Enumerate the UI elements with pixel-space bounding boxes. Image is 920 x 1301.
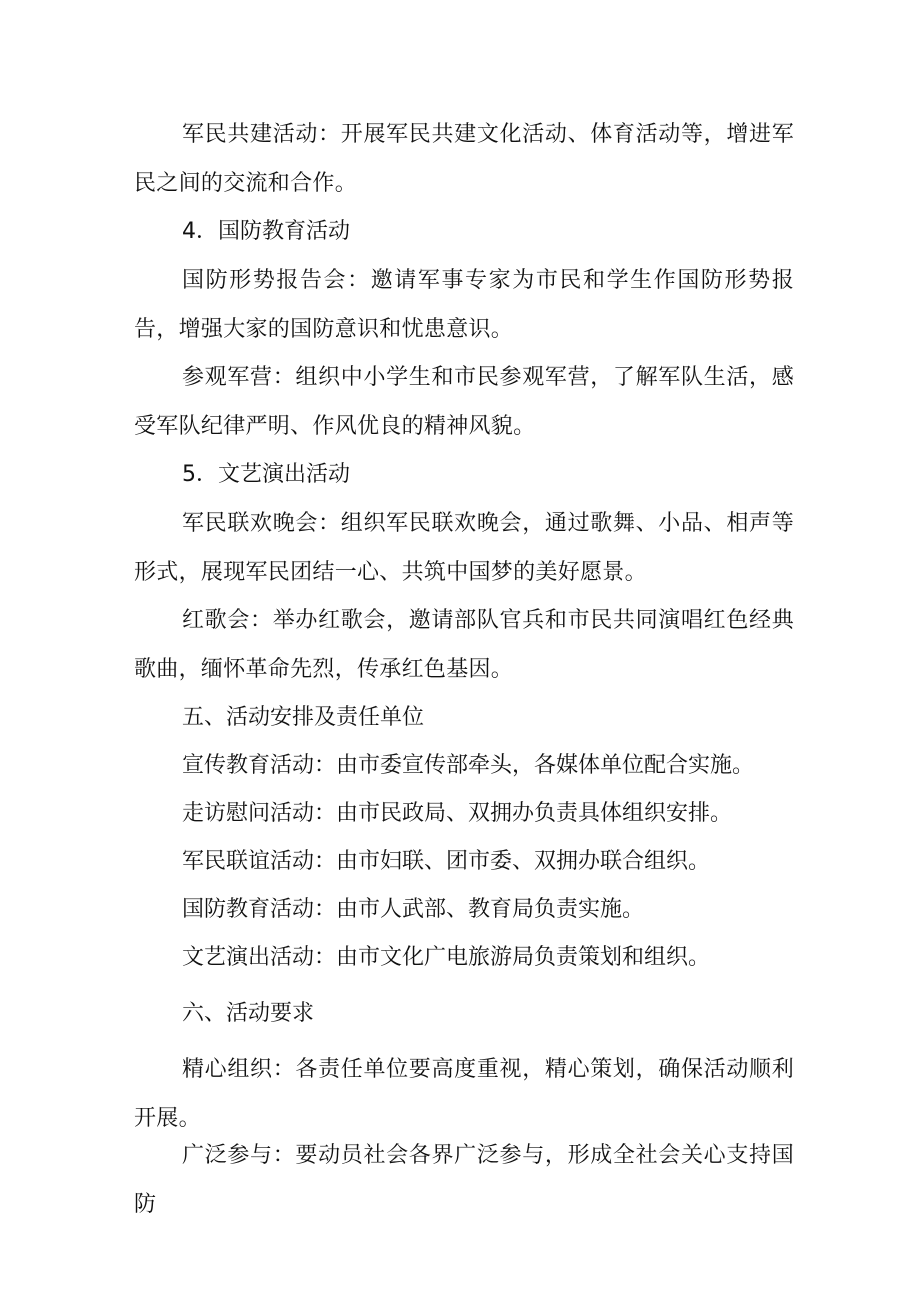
paragraph-broad-participation: 广泛参与：要动员社会各界广泛参与，形成全社会关心支持国防 bbox=[134, 1143, 794, 1217]
item-visit-condolence: 走访慰问活动：由市民政局、双拥办负责具体组织安排。 bbox=[182, 801, 733, 826]
paragraph-red-song-concert: 红歌会：举办红歌会，邀请部队官兵和市民共同演唱红色经典歌曲，缅怀革命先烈，传承红色基因。 bbox=[134, 608, 794, 682]
heading-national-defense-education: 4．国防教育活动 bbox=[182, 219, 350, 244]
heading-activity-requirements: 六、活动要求 bbox=[182, 1001, 315, 1026]
paragraph-defense-situation-report: 国防形势报告会：邀请军事专家为市民和学生作国防形势报告，增强大家的国防意识和忧患意识。 bbox=[134, 268, 794, 342]
paragraph-military-civilian-gala: 军民联欢晚会：组织军民联欢晚会，通过歌舞、小品、相声等形式，展现军民团结一心、共筑中国梦的美好愿景。 bbox=[134, 511, 794, 585]
paragraph-visit-barracks: 参观军营：组织中小学生和市民参观军营，了解军队生活，感受军队纪律严明、作风优良的精神风貌。 bbox=[134, 365, 794, 439]
heading-arrangement-responsibility: 五、活动安排及责任单位 bbox=[182, 705, 425, 730]
item-publicity-education: 宣传教育活动：由市委宣传部牵头，各媒体单位配合实施。 bbox=[182, 753, 755, 778]
item-friendship-activities: 军民联谊活动：由市妇联、团市委、双拥办联合组织。 bbox=[182, 849, 711, 874]
item-arts-performance: 文艺演出活动：由市文化广电旅游局负责策划和组织。 bbox=[182, 945, 711, 970]
item-defense-education: 国防教育活动：由市人武部、教育局负责实施。 bbox=[182, 897, 645, 922]
paragraph-careful-organization: 精心组织：各责任单位要高度重视，精心策划，确保活动顺利开展。 bbox=[134, 1057, 794, 1131]
paragraph-military-civilian-joint-building: 军民共建活动：开展军民共建文化活动、体育活动等，增进军民之间的交流和合作。 bbox=[134, 122, 794, 196]
heading-arts-performance: 5．文艺演出活动 bbox=[182, 462, 350, 487]
